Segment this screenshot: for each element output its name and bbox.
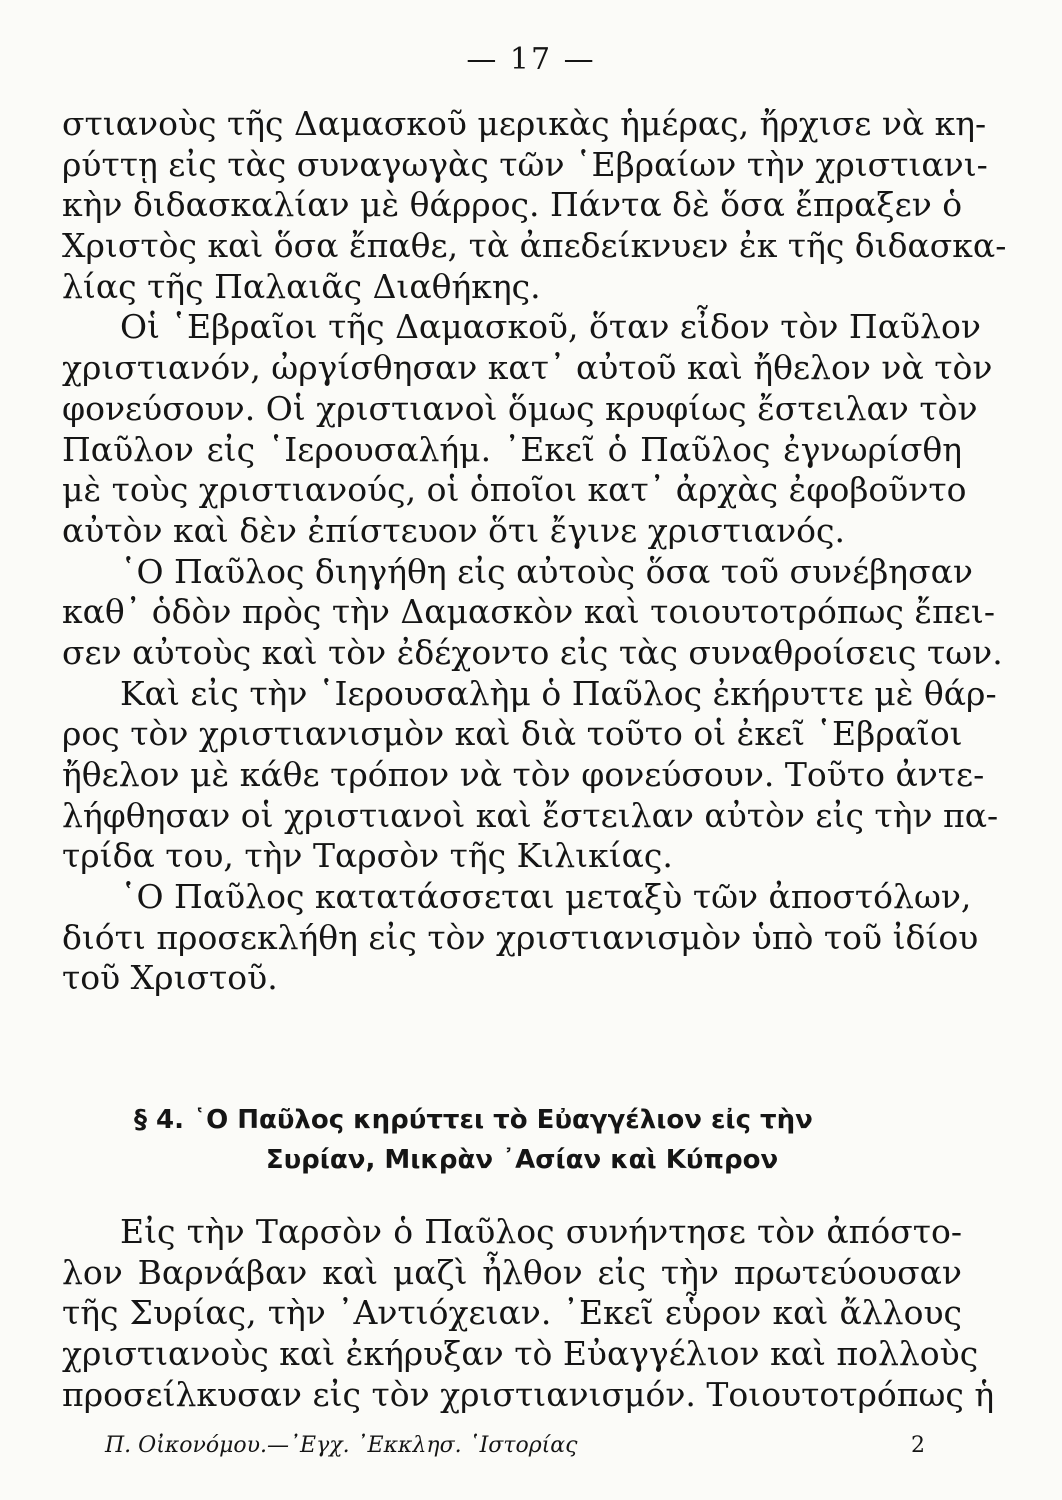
text-line: Εἰς τὴν Ταρσὸν ὁ Παῦλος συνήντησε τὸν ἀπόστο- [120,1212,962,1251]
section-heading-line-1: § 4. ῾Ο Παῦλος κηρύττει τὸ Εὐαγγέλιον εἰς τὴν [134,1105,813,1135]
text-line: προσείλκυσαν εἰς τὸν χριστιανισμόν. Τοιουτοτρόπως ἡ [62,1374,995,1414]
text-line: σεν αὐτοὺς καὶ τὸν ἐδέχοντο εἰς τὰς συναθροίσεις των. [62,632,1003,672]
text-line: Χριστὸς καὶ ὅσα ἔπαθε, τὰ ἀπεδείκνυεν ἐκ τῆς διδασκα- [62,226,1007,266]
text-line: Οἱ ῾Εβραῖοι τῆς Δαμασκοῦ, ὅταν εἶδον τὸν Παῦλον [120,307,981,347]
body-text-bottom [62,1212,995,1415]
page-number: — 17 — [466,42,596,77]
text-line: ἤθελον μὲ κάθε τρόπον νὰ τὸν φονεύσουν. Τοῦτο ἀντε- [62,755,985,794]
text-line: καθ᾽ ὁδὸν πρὸς τὴν Δαμασκὸν καὶ τοιουτοτρόπως ἔπει- [62,592,995,632]
text-line: λήφθησαν οἱ χριστιανοὶ καὶ ἔστειλαν αὐτὸν εἰς τὴν πα- [62,795,999,835]
text-line: στιανοὺς τῆς Δαμασκοῦ μερικὰς ἡμέρας, ἤρχισε νὰ κη- [62,104,987,143]
text-line: τῆς Συρίας, τὴν ᾽Αντιόχειαν. ᾽Εκεῖ εὗρον καὶ ἄλλους [62,1293,962,1333]
section-heading [62,1100,962,1180]
text-line: λον Βαρνάβαν καὶ μαζὶ ἦλθον εἰς τὴν πρωτεύουσαν [62,1252,962,1292]
body-text-top [62,104,1007,999]
page-footer [105,1433,925,1458]
text-line: Καὶ εἰς τὴν ῾Ιερουσαλὴμ ὁ Παῦλος ἐκήρυττε μὲ θάρ- [120,673,997,713]
section-heading-line-2: Συρίαν, Μικρὰν ᾽Ασίαν καὶ Κύπρον [265,1145,779,1175]
text-line: κὴν διδασκαλίαν μὲ θάρρος. Πάντα δὲ ὅσα ἔπραξεν ὁ [62,185,963,225]
text-line: διότι προσεκλήθη εἰς τὸν χριστιανισμὸν ὑπὸ τοῦ ἰδίου [62,917,979,957]
text-line: χριστιανοὺς καὶ ἐκήρυξαν τὸ Εὐαγγέλιον καὶ πολλοὺς [62,1334,979,1374]
text-line: ῾Ο Παῦλος διηγήθη εἰς αὐτοὺς ὅσα τοῦ συνέβησαν [120,551,973,591]
text-line: ῾Ο Παῦλος κατατάσσεται μεταξὺ τῶν ἀποστόλων, [120,877,972,917]
text-line: φονεύσουν. Οἱ χριστιανοὶ ὅμως κρυφίως ἔστειλαν τὸν [62,388,978,428]
footer-citation: Π. Οἰκονόμου.—᾽Εγχ. ᾽Εκκλησ. ῾Ιστορίας [105,1433,578,1458]
signature-mark: 2 [911,1433,925,1458]
text-line: αὐτὸν καὶ δὲν ἐπίστευον ὅτι ἔγινε χριστιανός. [62,510,845,550]
text-line: λίας τῆς Παλαιᾶς Διαθήκης. [62,266,541,306]
text-line: μὲ τοὺς χριστιανούς, οἱ ὁποῖοι κατ᾽ ἀρχὰς ἐφοβοῦντο [62,470,967,510]
text-line: τρίδα του, τὴν Ταρσὸν τῆς Κιλικίας. [62,836,673,876]
text-line: χριστιανόν, ὠργίσθησαν κατ᾽ αὐτοῦ καὶ ἤθελον νὰ τὸν [62,348,993,388]
text-line: Παῦλον εἰς ῾Ιερουσαλήμ. ᾽Εκεῖ ὁ Παῦλος ἐγνωρίσθη [62,429,962,469]
text-line: ρος τὸν χριστιανισμὸν καὶ διὰ τοῦτο οἱ ἐκεῖ ῾Εβραῖοι [62,714,963,754]
text-line: ρύττῃ εἰς τὰς συναγωγὰς τῶν ῾Εβραίων τὴν χριστιανι- [62,144,988,184]
text-line: τοῦ Χριστοῦ. [62,958,278,998]
